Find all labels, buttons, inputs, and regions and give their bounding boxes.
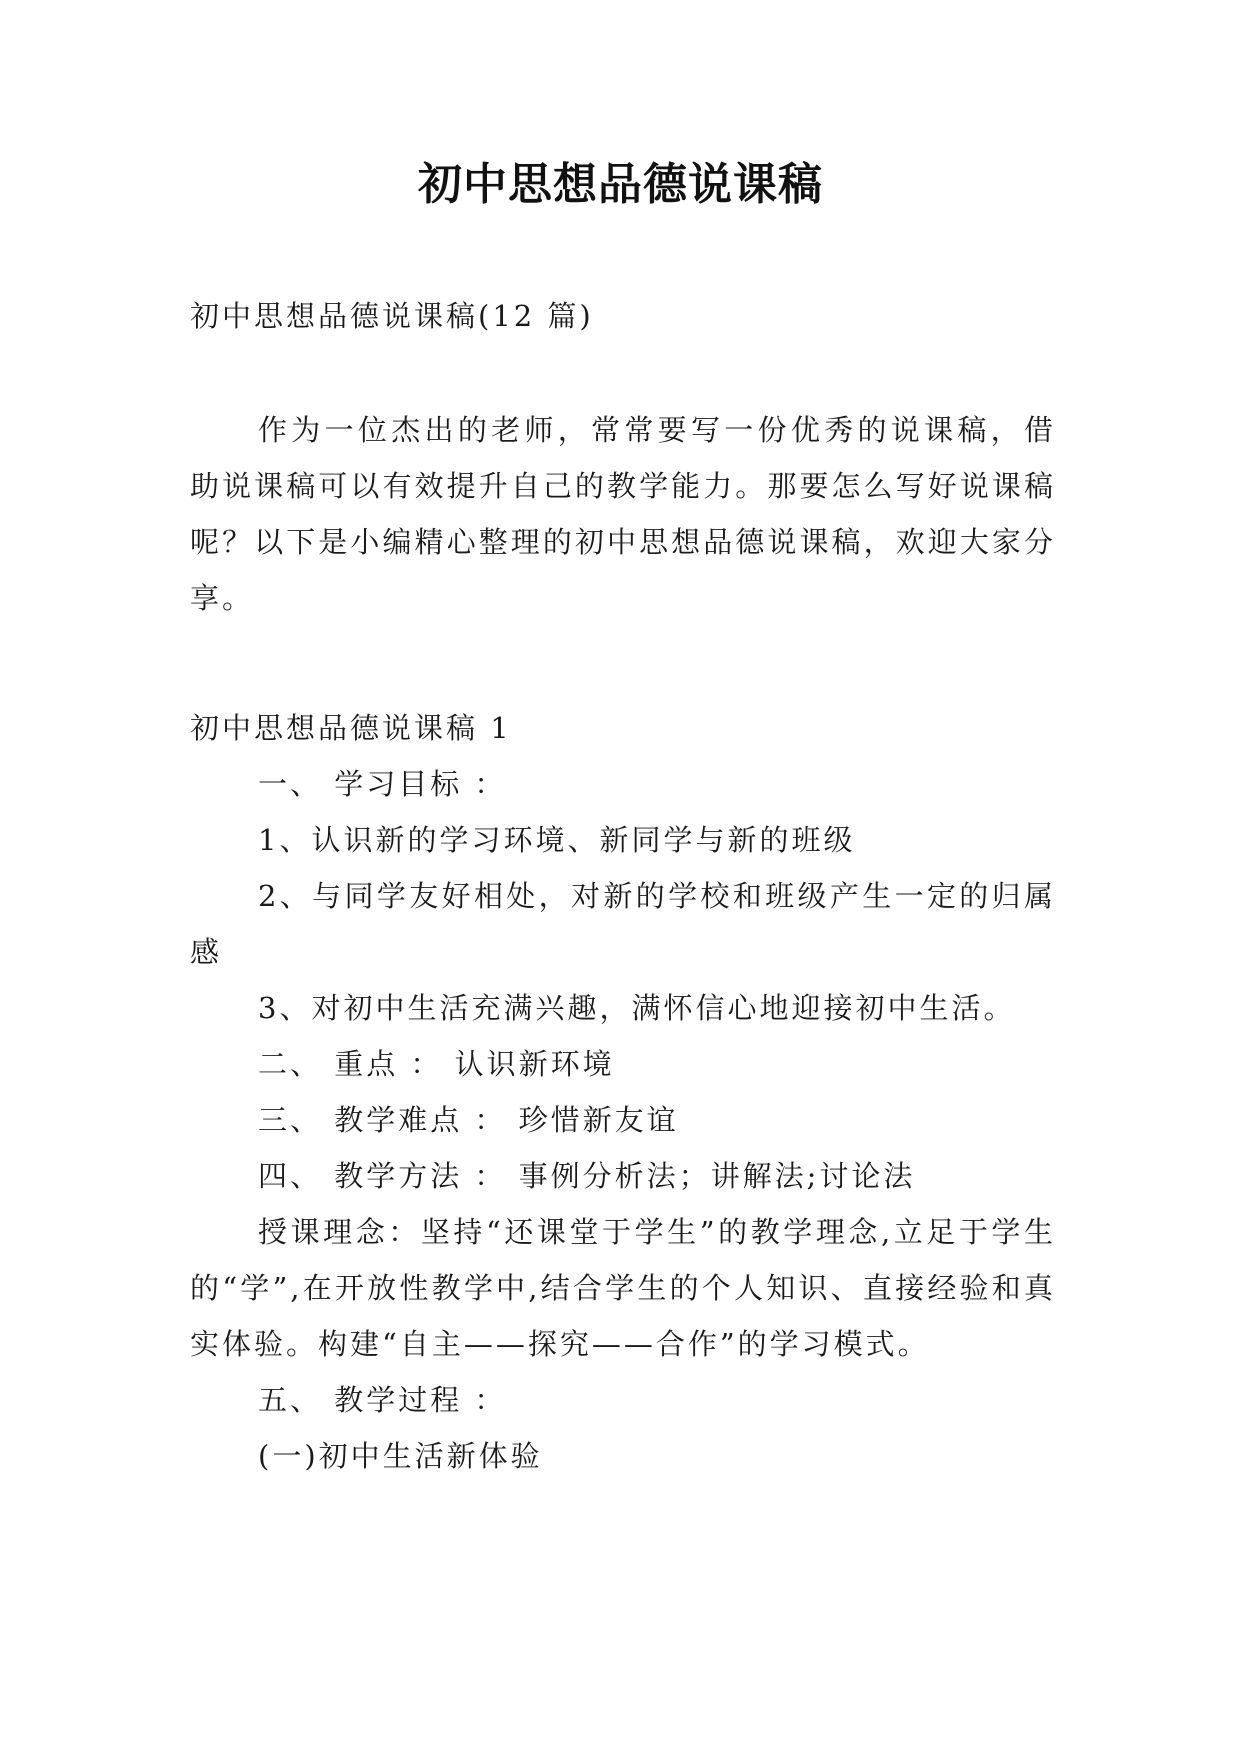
objective-2: 2、与同学友好相处，对新的学校和班级产生一定的归属感 [190, 879, 1056, 969]
key-point: 二、 重点 ： 认识新环境 [258, 1047, 615, 1081]
objectives-heading: 一、 学习目标 ： [258, 767, 507, 801]
objective-3: 3、对初中生活充满兴趣，满怀信心地迎接初中生活。 [258, 991, 1016, 1025]
teaching-philosophy: 授课理念：坚持“还课堂于学生”的教学理念,立足于学生的“学”,在开放性教学中,结合学生的个人知识、直接经验和真实体验。构建“自主——探究——合作”的学习模式。 [190, 1215, 1056, 1361]
teaching-methods: 四、 教学方法 ： 事例分析法；讲解法;讨论法 [258, 1159, 916, 1193]
document-title: 初中思想品德说课稿 [418, 159, 823, 210]
document-subtitle: 初中思想品德说课稿(12 篇) [190, 299, 594, 333]
intro-paragraph: 作为一位杰出的老师，常常要写一份优秀的说课稿，借助说课稿可以有效提升自己的教学能力。那要怎么写好说课稿呢？以下是小编精心整理的初中思想品德说课稿，欢迎大家分享。 [190, 413, 1056, 615]
lesson-plan-lines [190, 756, 1056, 1484]
difficult-point: 三、 教学难点 ： 珍惜新友谊 [258, 1103, 679, 1137]
section-heading: 初中思想品德说课稿 1 [190, 711, 512, 745]
objective-1: 1、认识新的学习环境、新同学与新的班级 [258, 823, 856, 857]
teaching-process-heading: 五、 教学过程 ： [258, 1383, 507, 1417]
process-step-1: (一)初中生活新体验 [258, 1439, 543, 1473]
